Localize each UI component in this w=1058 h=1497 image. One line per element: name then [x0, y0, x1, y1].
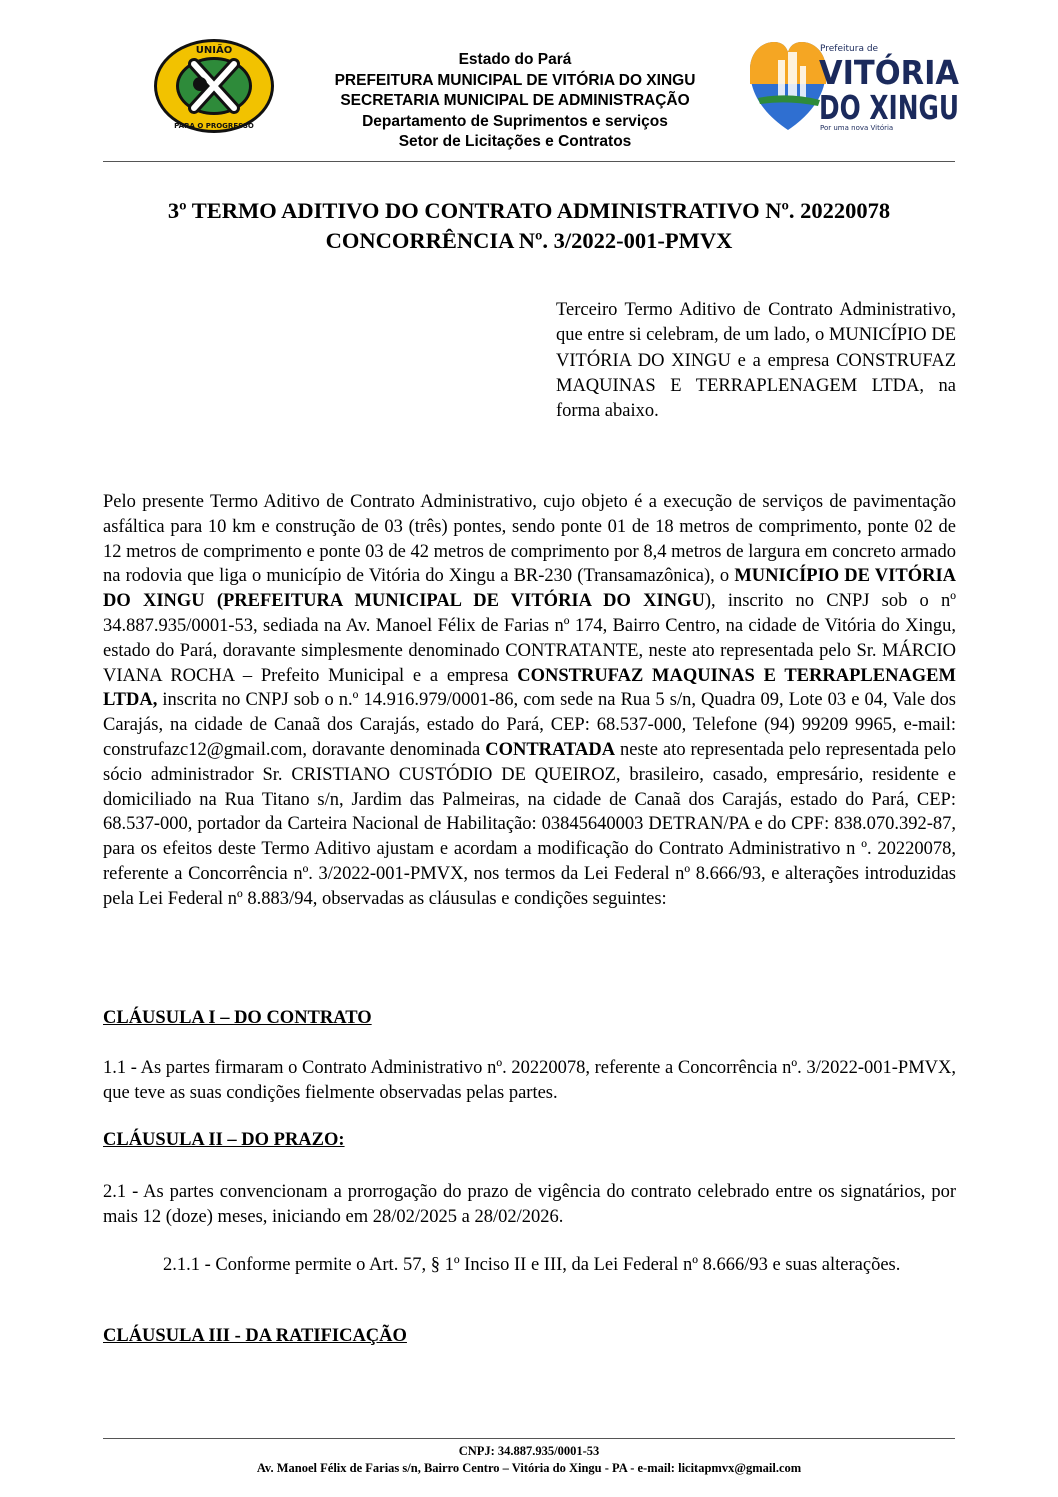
title-line-1: 3º TERMO ADITIVO DO CONTRATO ADMINISTRATIVO Nº. 20220078 [167, 198, 891, 223]
preamble-text-2: ), inscrito no CNPJ sob o nº 34.887.935/0001-53, sediada na Av. Manoel Félix de Farias nº 174, Bairro Centro, na cidade de Vitória do Xingu, estado do Pará, doravante simplesmente denominado CONTRATANTE, neste ato representada pelo Sr. MÁRCIO VIANA ROCHA – Prefeito Municipal e a empresa [103, 591, 956, 686]
brand-prefix: Prefeitura de [820, 44, 879, 54]
clause-2-subitem-text: 2.1.1 - Conforme permite o Art. 57, § 1º Inciso II e III, da Lei Federal nº 8.666/93 e suas alterações. [163, 1255, 901, 1275]
document-title [60, 196, 998, 256]
summary-block: Terceiro Termo Aditivo de Contrato Administrativo, que entre si celebram, de um lado, o MUNICÍPIO DE VITÓRIA DO XINGU e a empresa CONSTRUFAZ MAQUINAS E TERRAPLENAGEM LTDA, na forma abaixo. [556, 300, 956, 422]
header-divider [103, 161, 955, 162]
brand-name-line2: DO XINGU [819, 88, 959, 127]
department-line: Departamento de Suprimentos e serviços [362, 112, 668, 130]
municipal-seal-logo [150, 36, 278, 136]
clause-2-sub [163, 1253, 956, 1278]
clause-2-body [103, 1180, 956, 1230]
sector-line: Setor de Licitações e Contratos [398, 133, 632, 150]
footer-divider [103, 1438, 955, 1439]
clause-3-heading: CLÁUSULA III - DA RATIFICAÇÃO [103, 1326, 407, 1346]
clause-1-text: 1.1 - As partes firmaram o Contrato Administrativo nº. 20220078, referente a Concorrência nº. 3/2022-001-PMVX, que teve as suas condições fielmente observadas pelas partes. [103, 1058, 956, 1103]
footer-cnpj: CNPJ: 34.887.935/0001-53 [458, 1444, 600, 1458]
secretariat-line: SECRETARIA MUNICIPAL DE ADMINISTRAÇÃO [340, 92, 690, 109]
clause-2-text: 2.1 - As partes convencionam a prorrogação do prazo de vigência do contrato celebrado entre os signatários, por mais 12 (doze) meses, iniciando em 28/02/2025 a 28/02/2026. [103, 1182, 956, 1227]
letterhead [280, 50, 750, 153]
preamble [103, 490, 956, 912]
clause-2-heading: CLÁUSULA II – DO PRAZO: [103, 1130, 345, 1150]
preamble-text-4: neste ato representada pelo representada pelo sócio administrador Sr. CRISTIANO CUSTÓDIO DE QUEIROZ, brasileiro, casado, empresário, residente e domiciliado na Rua Titano s/n, Jardim das Palmeiras, na cidade de Canaã dos Carajás, estado do Pará, CEP: 68.537-000, portador da Carteira Nacional de Habilitação: 03845640003 DETRAN/PA e do CPF: 838.070.392-87, para os efeitos deste Termo Aditivo ajustam e acordam a modificação do Contrato Administrativo n º. 20220078, referente a Concorrência nº. 3/2022-001-PMVX, nos termos da Lei Federal nº 8.666/93, e alterações introduzidas pela Lei Federal nº 8.883/94, observadas as cláusulas e condições seguintes: [103, 739, 956, 909]
title-line-2: CONCORRÊNCIA Nº. 3/2022-001-PMVX [325, 228, 733, 253]
preamble-text-3: inscrita no CNPJ sob o n.º 14.916.979/0001-86, com sede na Rua 5 s/n, Quadra 09, Lote 03 e 04, Vale dos Carajás, na cidade de Canaã dos Carajás, estado do Pará, CEP: 68.537-000, Telefone (94) 99209 9965, e-mail: construfazc12@gmail.com, doravante denominada [103, 690, 956, 760]
preamble-paragraph [103, 490, 956, 912]
contracting-party-name: MUNICÍPIO DE VITÓRIA DO XINGU (PREFEITURA MUNICIPAL DE VITÓRIA DO XINGU [103, 566, 957, 612]
clause-1-body [103, 1056, 956, 1106]
clause-1-heading: CLÁUSULA I – DO CONTRATO [103, 1008, 372, 1028]
prefecture-line: PREFEITURA MUNICIPAL DE VITÓRIA DO XINGU [334, 71, 696, 89]
brand-slogan: Por uma nova Vitória [820, 124, 894, 132]
footer [103, 1443, 955, 1477]
contracted-label: CONTRATADA [485, 739, 616, 760]
seal-bottom-text: PARA O PROGRESSO [174, 122, 254, 130]
state-line: Estado do Pará [458, 51, 572, 68]
brand-name-line1: VITÓRIA [819, 53, 963, 92]
seal-top-text: UNIÃO [195, 45, 233, 56]
prefecture-brand-logo [748, 40, 963, 132]
preamble-text-1: Pelo presente Termo Aditivo de Contrato Administrativo, cujo objeto é a execução de serviços de pavimentação asfáltica para 10 km e construção de 03 (três) pontes, sendo ponte 01 de 18 metros de comprimento, ponte 02 de 12 metros de comprimento e ponte 03 de 42 metros de comprimento por 8,4 metros de largura em concreto armado na rodovia que liga o município de Vitória do Xingu a BR-230 (Transamazônica), o [103, 492, 956, 587]
footer-address: Av. Manoel Félix de Farias s/n, Bairro Centro – Vitória do Xingu - PA - e-mail: licitapmvx@gmail.com [256, 1461, 802, 1475]
contracted-company-name: CONSTRUFAZ MAQUINAS E TERRAPLENAGEM LTDA, [103, 665, 956, 711]
